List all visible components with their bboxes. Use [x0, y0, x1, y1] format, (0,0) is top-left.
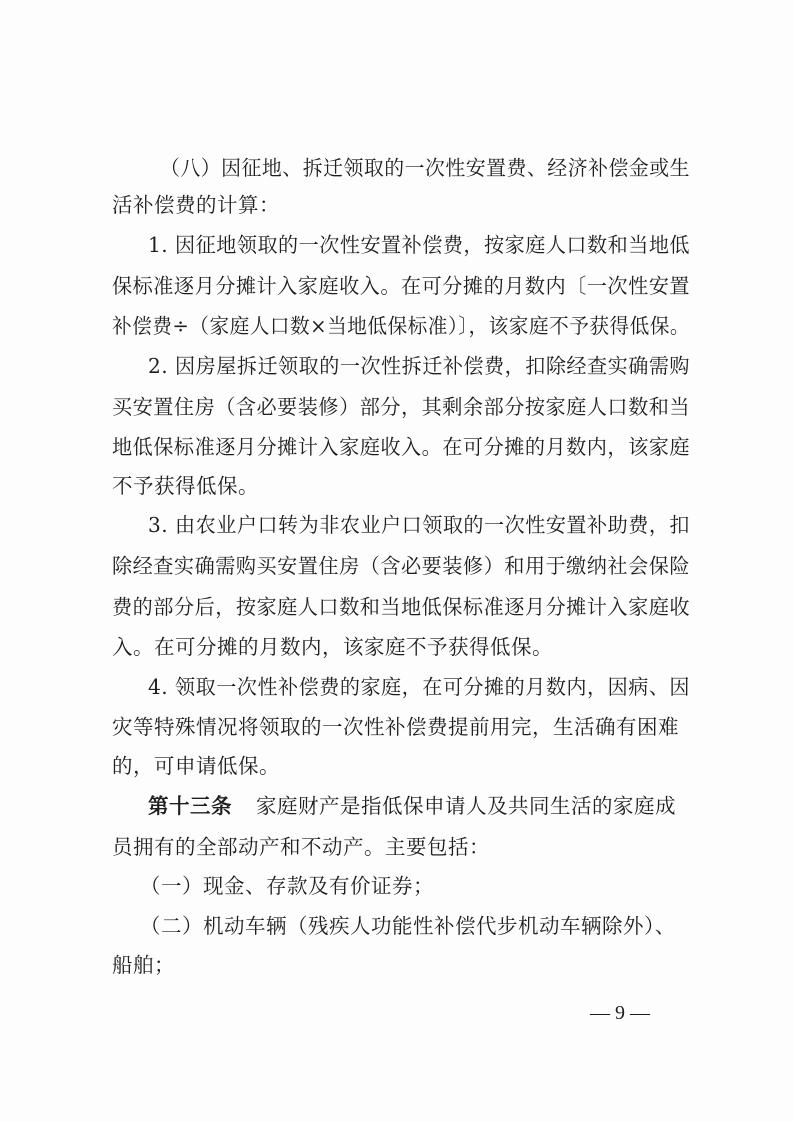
text-line	[0, 667, 793, 707]
text-line-content: （二）机动车辆（残疾人功能性补偿代步机动车辆除外）、	[140, 914, 676, 938]
text-line	[0, 587, 793, 627]
text-line	[0, 906, 793, 946]
text-line	[0, 866, 793, 906]
text-line	[0, 266, 793, 306]
text-line	[0, 827, 793, 867]
text-line-content: 1. 因征地领取的一次性安置补偿费，按家庭人口数和当地低	[148, 233, 691, 257]
text-line-content: 保标准逐月分摊计入家庭收入。在可分摊的月数内〔一次性安置	[112, 274, 691, 298]
text-line	[0, 945, 793, 985]
text-line-content: （八）因征地、拆迁领取的一次性安置费、经济补偿金或生	[160, 156, 691, 180]
text-line-content: 家庭财产是指低保申请人及共同生活的家庭成	[256, 794, 676, 818]
text-line-content: 员拥有的全部动产和不动产。主要包括：	[112, 835, 490, 859]
text-line	[0, 387, 793, 427]
text-line	[0, 546, 793, 586]
text-line-content: 除经查实确需购买安置住房（含必要装修）和用于缴纳社会保险	[112, 554, 691, 578]
text-line-content: 的，可申请低保。	[112, 754, 280, 778]
text-line-content: （一）现金、存款及有价证券；	[140, 874, 434, 898]
text-line-content: 活补偿费的计算：	[112, 193, 280, 217]
text-line-content: 3. 由农业户口转为非农业户口领取的一次性安置补助费，扣	[148, 513, 691, 537]
text-line	[0, 707, 793, 747]
text-line	[0, 466, 793, 506]
text-line	[0, 148, 793, 188]
text-line-content: 费的部分后，按家庭人口数和当地低保标准逐月分摊计入家庭收	[112, 595, 691, 619]
text-line	[0, 306, 793, 346]
text-line-content: 补偿费÷（家庭人口数×当地低保标准）〕，该家庭不予获得低保。	[112, 314, 691, 338]
text-line-content: 买安置住房（含必要装修）部分，其剩余部分按家庭人口数和当	[112, 395, 691, 419]
text-line	[0, 346, 793, 386]
page-number: — 9 —	[590, 1002, 650, 1024]
text-line-content: 4. 领取一次性补偿费的家庭，在可分摊的月数内，因病、因	[148, 675, 691, 699]
text-line-content: 入。在可分摊的月数内，该家庭不予获得低保。	[112, 635, 553, 659]
text-line-content: 2. 因房屋拆迁领取的一次性拆迁补偿费，扣除经查实确需购	[148, 354, 691, 378]
text-line	[0, 746, 793, 786]
text-line-content: 灾等特殊情况将领取的一次性补偿费提前用完，生活确有困难	[112, 715, 679, 739]
text-line-content: 地低保标准逐月分摊计入家庭收入。在可分摊的月数内，该家庭	[112, 435, 691, 459]
text-line	[0, 505, 793, 545]
text-line	[0, 225, 793, 265]
article-heading: 第十三条	[148, 794, 232, 818]
text-line-content: 船舶；	[112, 953, 175, 977]
text-line-content: 不予获得低保。	[112, 474, 259, 498]
text-line	[0, 427, 793, 467]
text-line	[0, 185, 793, 225]
text-line	[0, 627, 793, 667]
text-line	[0, 786, 793, 826]
